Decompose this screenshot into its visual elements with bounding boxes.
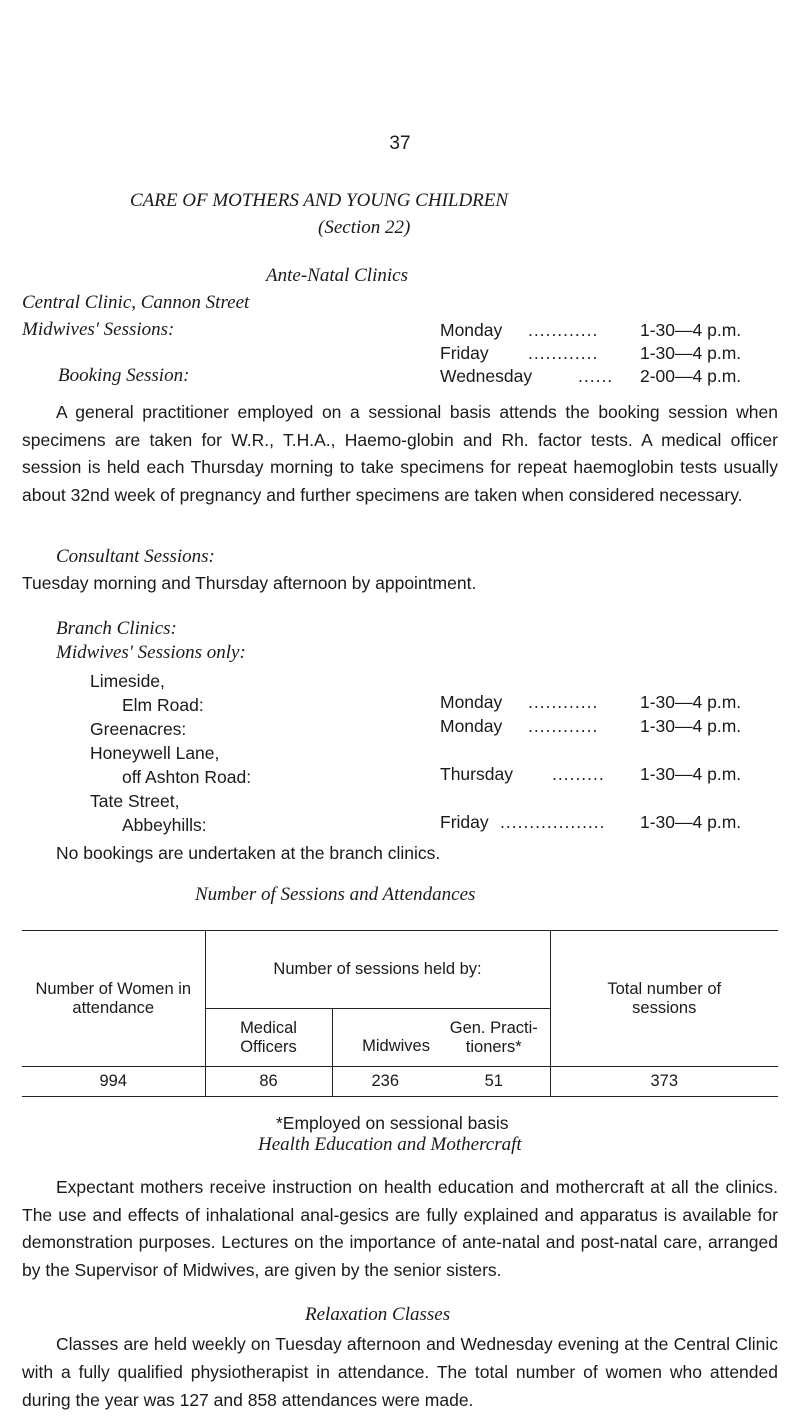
section-reference: (Section 22) <box>318 217 411 238</box>
relaxation-heading: Relaxation Classes <box>305 1304 451 1325</box>
schedule-day: Friday <box>440 812 489 832</box>
branch-midwives-heading: Midwives' Sessions only: <box>56 642 246 663</box>
branch-place: Tate Street, <box>90 791 180 811</box>
schedule-leader: ...... <box>578 366 614 386</box>
schedule-time: 1-30—4 p.m. <box>640 343 742 363</box>
consultant-text: Tuesday morning and Thursday afternoon by appointment. <box>22 573 477 593</box>
cell-medical: 86 <box>205 1067 332 1097</box>
health-education-paragraph: Expectant mothers receive instruction on health education and mothercraft at all the clinics. The use and effects of inhalational anal-gesics are fully explained and apparatus is available for demonstration purposes. Lectures on the importance of ante-natal and post-natal care, arranged by the Supervisor of Midwives, are given by the senior sisters. <box>22 1177 778 1280</box>
header-gp: Gen. Practi-tioners* <box>438 1009 550 1067</box>
schedule-day: Monday <box>440 320 503 340</box>
table-heading: Number of Sessions and Attendances <box>195 884 476 905</box>
schedule-day: Monday <box>440 716 503 736</box>
branch-place: off Ashton Road: <box>122 767 252 787</box>
consultant-heading: Consultant Sessions: <box>56 546 215 567</box>
schedule-time: 1-30—4 p.m. <box>640 320 742 340</box>
schedule-day: Friday <box>440 343 489 363</box>
schedule-leader: ......... <box>552 764 605 784</box>
branch-place: Honeywell Lane, <box>90 743 220 763</box>
branch-place: Elm Road: <box>122 695 204 715</box>
header-medical: Medical Officers <box>205 1009 332 1067</box>
branch-place: Greenacres: <box>90 719 187 739</box>
health-education-heading: Health Education and Mothercraft <box>258 1134 522 1155</box>
antenatal-heading: Ante-Natal Clinics <box>266 265 408 286</box>
schedule-time: 1-30—4 p.m. <box>640 812 742 832</box>
booking-session-label: Booking Session: <box>58 365 190 386</box>
booking-paragraph: A general practitioner employed on a sessional basis attends the booking session when specimens are taken for W.R., T.H.A., Haemo-globin and Rh. factor tests. A medical officer session is held each Thursday morning to take specimens for repeat haemoglobin tests usually about 32nd week of pregnancy and further specimens are taken when considered necessary. <box>22 402 778 505</box>
schedule-day: Wednesday <box>440 366 533 386</box>
schedule-day: Thursday <box>440 764 513 784</box>
schedule-time: 1-30—4 p.m. <box>640 764 742 784</box>
schedule-leader: ............ <box>528 320 599 340</box>
cell-women: 994 <box>22 1067 205 1097</box>
relaxation-paragraph: Classes are held weekly on Tuesday afternoon and Wednesday evening at the Central Clinic with a fully qualified physiotherapist in attendance. The total number of women who attended during the year was 127 and 858 attendances were made. <box>22 1334 778 1410</box>
schedule-leader: ............ <box>528 692 599 712</box>
attendance-table <box>22 930 778 1097</box>
schedule-leader: .................. <box>500 812 606 832</box>
branch-place: Abbeyhills: <box>122 815 207 835</box>
page-title: CARE OF MOTHERS AND YOUNG CHILDREN <box>130 190 509 211</box>
schedule-time: 1-30—4 p.m. <box>640 692 742 712</box>
schedule-leader: ............ <box>528 716 599 736</box>
cell-midwives: 236 <box>332 1067 438 1097</box>
midwives-sessions-label: Midwives' Sessions: <box>22 319 175 340</box>
schedule-time: 2-00—4 p.m. <box>640 366 742 386</box>
page-number: 37 <box>389 133 411 154</box>
schedule-time: 1-30—4 p.m. <box>640 716 742 736</box>
branch-note: No bookings are undertaken at the branch clinics. <box>56 843 441 863</box>
branch-clinics-heading: Branch Clinics: <box>56 618 177 639</box>
schedule-day: Monday <box>440 692 503 712</box>
table-footnote: *Employed on sessional basis <box>276 1113 509 1133</box>
cell-total: 373 <box>550 1067 778 1097</box>
central-clinic-heading: Central Clinic, Cannon Street <box>22 292 250 313</box>
branch-place: Limeside, <box>90 671 165 691</box>
cell-gp: 51 <box>438 1067 550 1097</box>
table-row <box>22 1067 778 1097</box>
header-sessions-group: Number of sessions held by: <box>205 931 550 1009</box>
header-women: Number of Women in attendance <box>22 931 205 1067</box>
header-total: Total number of sessions <box>550 931 778 1067</box>
schedule-leader: ............ <box>528 343 599 363</box>
header-midwives: Midwives <box>332 1009 438 1067</box>
